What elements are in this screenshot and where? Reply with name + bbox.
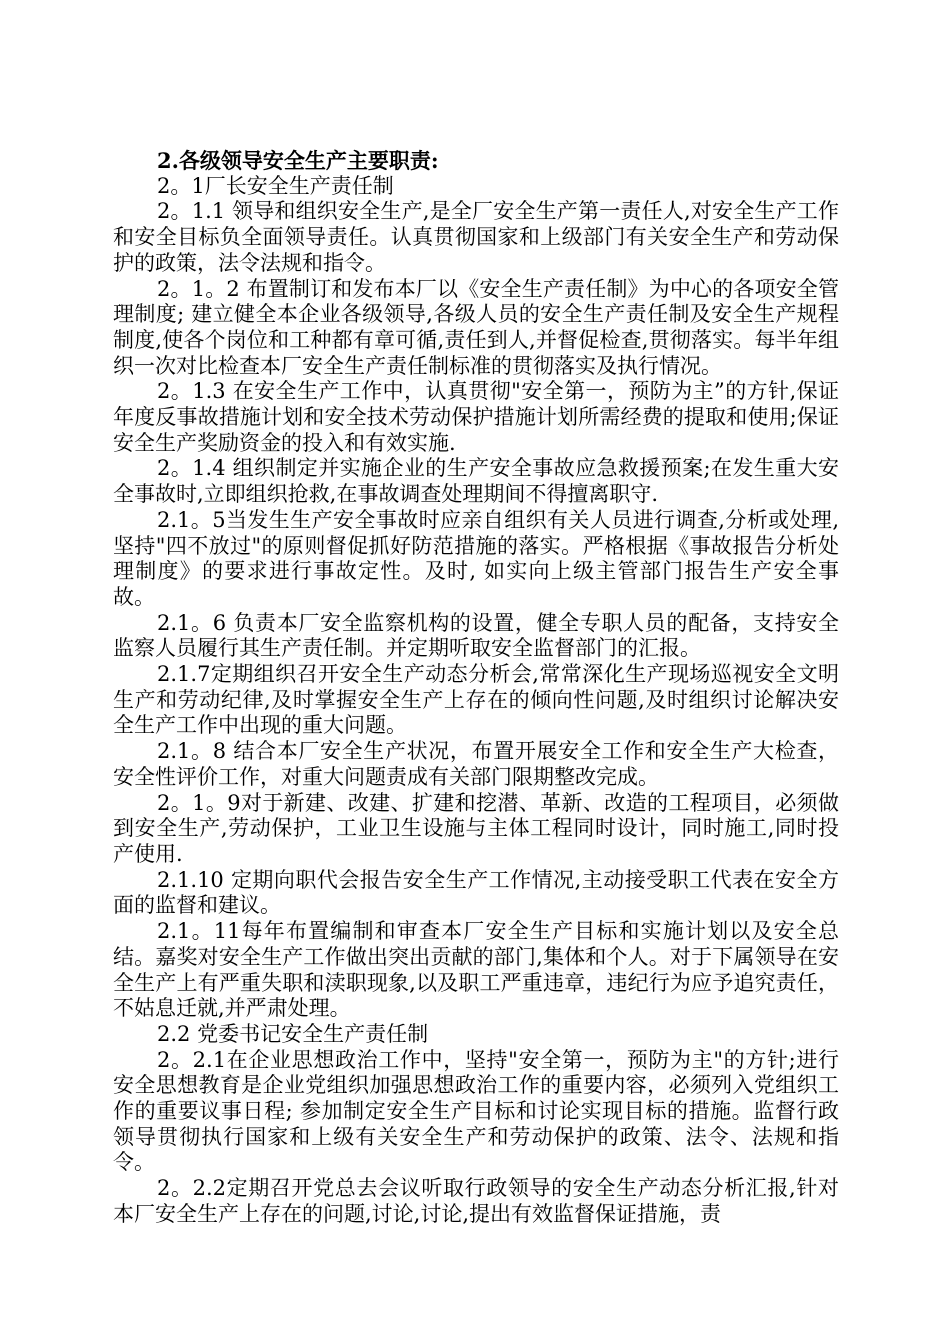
- paragraph-2-1-9: 2。1。9对于新建、改建、扩建和挖潜、革新、改造的工程项目，必须做到安全生产,劳动保护，工业卫生设施与主体工程同时设计，同时施工,同时投产使用.: [113, 790, 839, 866]
- paragraph-2-1-2: 2。1。2 布置制订和发布本厂以《安全生产责任制》为中心的各项安全管理制度; 建立健全本企业各级领导,各级人员的安全生产责任制及安全生产规程制度,使各个岗位和工种都有章可循,责任到人,并督促检查,贯彻落实。每半年组织一次对比检查本厂安全生产责任制标准的贯彻落实及执行情况。: [113, 276, 839, 378]
- subsection-title-2-1: 2。1厂长安全生产责任制: [157, 173, 394, 198]
- paragraph-2-1-4: 2。1.4 组织制定并实施企业的生产安全事故应急救援预案;在发生重大安全事故时,立即组织抢救,在事故调查处理期间不得擅离职守.: [113, 456, 839, 507]
- subsection-title-2-2: 2.2 党委书记安全生产责任制: [157, 1021, 429, 1046]
- paragraph-2-1-5: 2.1。5当发生生产安全事故时应亲自组织有关人员进行调查,分析或处理,坚持"四不放过"的原则督促抓好防范措施的落实。严格根据《事故报告分析处理制度》的要求进行事故定性。及时, 如实向上级主管部门报告生产安全事故。: [113, 507, 839, 609]
- paragraph-2-1-7: 2.1.7定期组织召开安全生产动态分析会,常常深化生产现场巡视安全文明生产和劳动纪律,及时掌握安全生产上存在的倾向性问题,及时组织讨论解决安全生产工作中出现的重大问题。: [113, 662, 839, 738]
- paragraph-2-2-2: 2。2.2定期召开党总去会议听取行政领导的安全生产动态分析汇报,针对本厂安全生产上存在的问题,讨论,讨论,提出有效监督保证措施，责: [113, 1176, 839, 1226]
- paragraph-2-1-6: 2.1。6 负责本厂安全监察机构的设置，健全专职人员的配备，支持安全监察人员履行其生产责任制。并定期听取安全监督部门的汇报。: [113, 610, 839, 661]
- paragraph-2-1-11: 2.1。11每年布置编制和审查本厂安全生产目标和实施计划以及安全总结。嘉奖对安全生产工作做出突出贡献的部门,集体和个人。对于下属领导在安全生产上有严重失职和渎职现象,以及职工严重违章，违纪行为应予追究责任，不姑息迁就,并严肃处理。: [113, 919, 839, 1021]
- paragraph-2-2-1: 2。2.1在企业思想政治工作中，坚持"安全第一，预防为主"的方针;进行安全思想教育是企业党组织加强思想政治工作的重要内容，必须列入党组织工作的重要议事日程; 参加制定安全生产目标和讨论实现目标的措施。监督行政领导贯彻执行国家和上级有关安全生产和劳动保护的政策、法令、法规和指令。: [113, 1047, 839, 1175]
- paragraph-2-1-8: 2.1。8 结合本厂安全生产状况，布置开展安全工作和安全生产大检查，安全性评价工作，对重大问题责成有关部门限期整改完成。: [113, 739, 839, 789]
- document-page: [113, 148, 839, 1228]
- paragraph-2-1-1: 2。1.1 领导和组织安全生产,是全厂安全生产第一责任人,对安全生产工作和安全目标负全面领导责任。认真贯彻国家和上级部门有关安全生产和劳动保护的政策，法令法规和指令。: [113, 199, 839, 275]
- paragraph-2-1-3: 2。1.3 在安全生产工作中，认真贯彻"安全第一，预防为主”的方针,保证年度反事故措施计划和安全技术劳动保护措施计划所需经费的提取和使用;保证安全生产奖励资金的投入和有效实施.: [113, 379, 839, 455]
- paragraph-2-1-10: 2.1.10 定期向职代会报告安全生产工作情况,主动接受职工代表在安全方面的监督和建议。: [113, 867, 839, 918]
- section-heading: 2.各级领导安全生产主要职责:: [157, 148, 439, 173]
